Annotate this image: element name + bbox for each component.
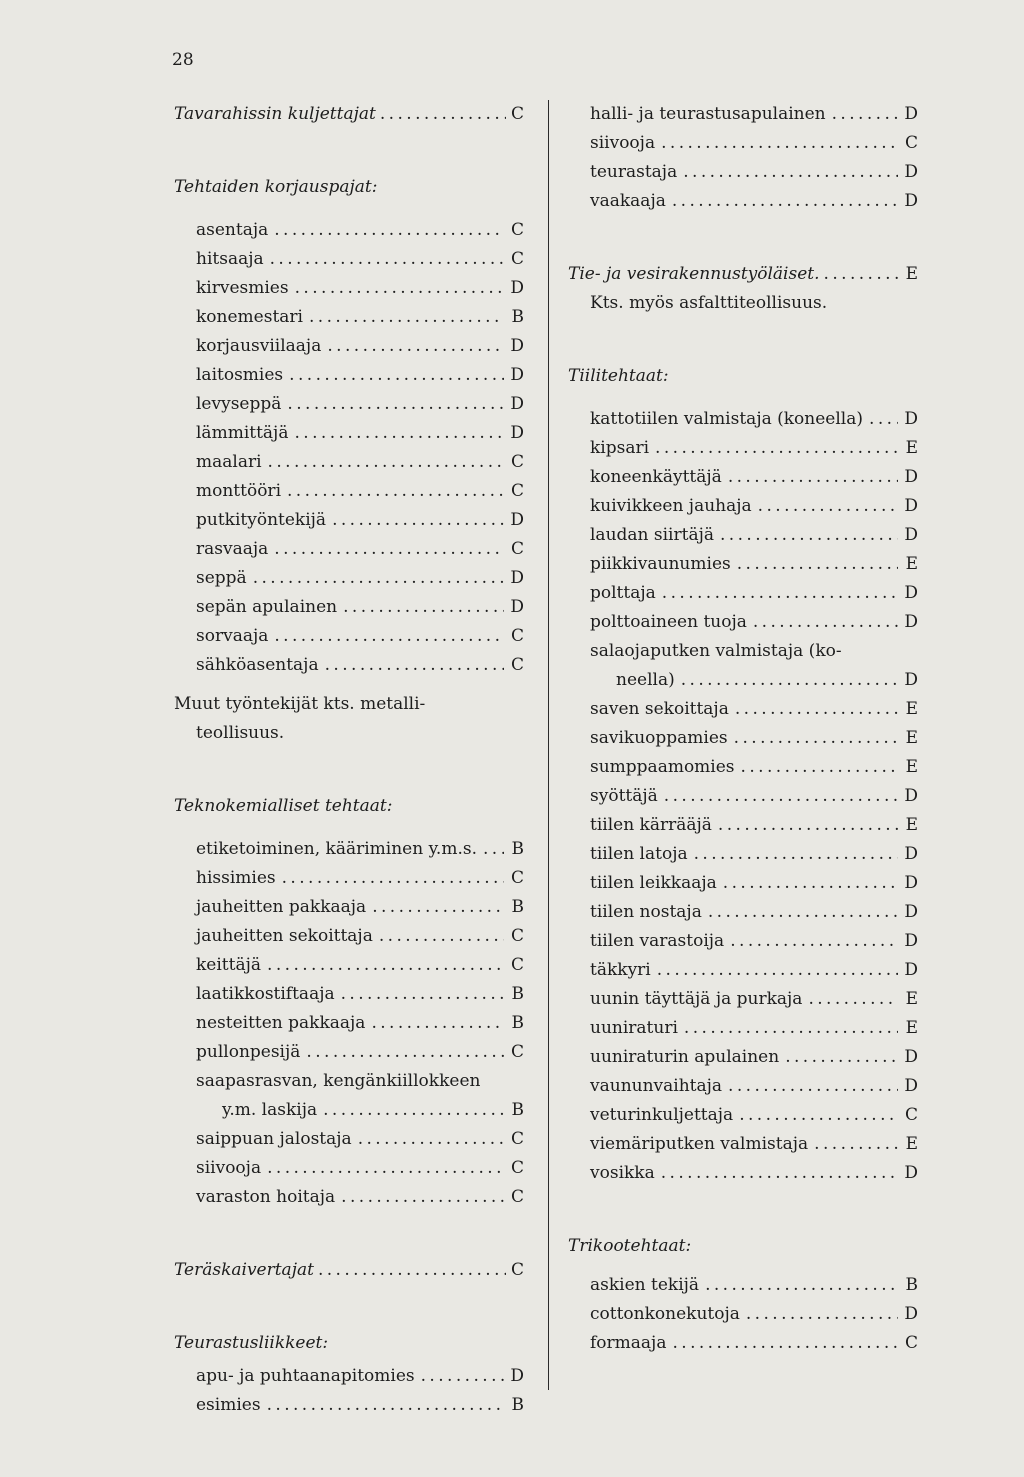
occupation-label: putkityöntekijä — [196, 510, 327, 530]
section-title: Teurastusliikkeet: — [174, 1333, 329, 1353]
dot-leader — [708, 898, 898, 927]
dot-leader — [268, 448, 504, 477]
list-item — [568, 811, 918, 840]
occupation-label: täkkyri — [590, 960, 651, 980]
list-item — [568, 608, 918, 637]
dot-leader — [737, 550, 898, 579]
occupation-label: etiketoiminen, kääriminen y.m.s. — [196, 839, 477, 859]
dot-leader — [332, 506, 504, 535]
dot-leader — [753, 608, 898, 637]
dot-leader — [343, 593, 504, 622]
dot-leader — [341, 1183, 504, 1212]
dot-leader — [270, 245, 504, 274]
list-item — [568, 550, 918, 579]
grade-letter: E — [905, 728, 918, 748]
grade-letter: C — [510, 481, 524, 501]
occupation-label: halli- ja teurastusapulainen — [590, 104, 826, 124]
occupation-list — [174, 216, 524, 680]
dot-leader — [274, 535, 504, 564]
dot-leader — [253, 564, 504, 593]
list-item — [174, 361, 524, 390]
occupation-label: koneenkäyttäjä — [590, 467, 722, 487]
grade-letter: C — [510, 249, 524, 269]
grade-letter: B — [511, 1395, 524, 1415]
occupation-label: kattotiilen valmistaja (koneella) — [590, 409, 864, 429]
occupation-label: uuniraturin apulainen — [590, 1047, 780, 1067]
dot-leader — [683, 158, 898, 187]
page-number: 28 — [172, 50, 194, 70]
list-item — [174, 1362, 524, 1391]
section-heading — [174, 173, 524, 202]
dot-leader — [735, 695, 898, 724]
list-item — [568, 782, 918, 811]
grade-letter: E — [905, 264, 918, 284]
grade-letter: C — [510, 452, 524, 472]
list-item — [174, 864, 524, 893]
grade-letter: D — [904, 1163, 918, 1183]
grade-letter: B — [511, 839, 524, 859]
dot-leader — [672, 1329, 898, 1358]
section-heading — [174, 1329, 524, 1358]
occupation-label: apu- ja puhtaanapitomies — [196, 1366, 415, 1386]
list-item — [568, 1072, 918, 1101]
occupation-label: siivooja — [590, 133, 656, 153]
section-heading — [568, 362, 918, 391]
dot-leader — [718, 811, 898, 840]
list-item — [174, 564, 524, 593]
note-line: Muut työntekijät kts. metalli- — [174, 694, 426, 714]
dot-leader — [657, 956, 898, 985]
list-item — [174, 651, 524, 680]
occupation-list — [174, 1362, 524, 1420]
grade-letter: E — [905, 815, 918, 835]
dot-leader — [287, 477, 504, 506]
occupation-label: y.m. laskija — [222, 1100, 318, 1120]
dot-leader — [824, 260, 900, 289]
grade-letter: D — [904, 1047, 918, 1067]
grade-letter: C — [510, 655, 524, 675]
grade-letter: E — [905, 699, 918, 719]
list-item — [174, 835, 524, 864]
occupation-label: levyseppä — [196, 394, 282, 414]
list-item — [174, 1009, 524, 1038]
list-item — [174, 245, 524, 274]
dot-leader — [739, 1101, 898, 1130]
list-item — [174, 1038, 524, 1067]
occupation-label: sumppaamomies — [590, 757, 735, 777]
occupation-label: saapasrasvan, kengänkiillokkeen — [196, 1071, 481, 1091]
occupation-label: vosikka — [590, 1163, 655, 1183]
note-line: teollisuus. — [196, 723, 285, 743]
grade-letter — [510, 1067, 524, 1096]
list-item — [174, 216, 524, 245]
list-item — [568, 927, 918, 956]
grade-letter: C — [510, 104, 524, 124]
occupation-label: kuivikkeen jauhaja — [590, 496, 752, 516]
list-item — [568, 753, 918, 782]
dot-leader — [741, 753, 898, 782]
dot-leader — [282, 864, 504, 893]
occupation-label: uunin täyttäjä ja purkaja — [590, 989, 803, 1009]
list-item — [174, 951, 524, 980]
section-heading — [174, 100, 524, 129]
grade-letter: D — [904, 1304, 918, 1324]
occupation-label: polttoaineen tuoja — [590, 612, 747, 632]
list-item — [174, 448, 524, 477]
section-heading — [568, 1232, 918, 1261]
dot-leader — [318, 1256, 506, 1285]
list-item — [568, 1014, 918, 1043]
dot-leader — [869, 405, 898, 434]
dot-leader — [379, 922, 504, 951]
grade-letter: D — [904, 612, 918, 632]
grade-letter: C — [904, 1105, 918, 1125]
grade-letter: B — [511, 1100, 524, 1120]
occupation-label: seppä — [196, 568, 247, 588]
grade-letter: E — [905, 989, 918, 1009]
grade-letter: C — [510, 1042, 524, 1062]
grade-letter: D — [904, 931, 918, 951]
occupation-label: viemäriputken valmistaja — [590, 1134, 809, 1154]
dot-leader — [294, 419, 504, 448]
occupation-label: salaojaputken valmistaja (ko- — [590, 641, 842, 661]
list-item — [174, 506, 524, 535]
grade-letter: D — [510, 336, 524, 356]
dot-leader — [341, 980, 504, 1009]
occupation-label: sepän apulainen — [196, 597, 338, 617]
list-item — [568, 666, 918, 695]
dot-leader — [295, 274, 504, 303]
occupation-label: sorvaaja — [196, 626, 269, 646]
list-item — [568, 1300, 918, 1329]
occupation-label: piikkivaunumies — [590, 554, 731, 574]
dot-leader — [372, 893, 504, 922]
list-item — [174, 274, 524, 303]
dot-leader — [694, 840, 898, 869]
occupation-label: tiilen leikkaaja — [590, 873, 717, 893]
list-item — [174, 1067, 524, 1096]
grade-letter: C — [904, 133, 918, 153]
grade-letter: E — [905, 1018, 918, 1038]
occupation-label: konemestari — [196, 307, 303, 327]
occupation-label: syöttäjä — [590, 786, 658, 806]
occupation-label: tiilen latoja — [590, 844, 688, 864]
section-title: Tavarahissin kuljettajat — [174, 104, 376, 124]
grade-letter: E — [905, 757, 918, 777]
list-item — [568, 521, 918, 550]
dot-leader — [672, 187, 898, 216]
grade-letter: C — [510, 1260, 524, 1280]
grade-letter: D — [904, 525, 918, 545]
occupation-list — [568, 100, 918, 216]
grade-letter: D — [904, 670, 918, 690]
occupation-label: korjausviilaaja — [196, 336, 322, 356]
list-item — [174, 390, 524, 419]
grade-letter: D — [904, 409, 918, 429]
list-item — [174, 980, 524, 1009]
left-column — [174, 100, 524, 1420]
dot-leader — [371, 1009, 504, 1038]
occupation-label: rasvaaja — [196, 539, 269, 559]
dot-leader — [661, 129, 898, 158]
occupation-label: siivooja — [196, 1158, 262, 1178]
dot-leader — [274, 216, 504, 245]
occupation-list — [568, 405, 918, 1188]
grade-letter: D — [904, 496, 918, 516]
occupation-label: laitosmies — [196, 365, 284, 385]
dot-leader — [814, 1130, 898, 1159]
section-heading — [174, 792, 524, 821]
grade-letter: D — [904, 873, 918, 893]
list-item — [568, 985, 918, 1014]
occupation-label: nesteitten pakkaaja — [196, 1013, 366, 1033]
dot-leader — [327, 332, 504, 361]
section-title: Tehtaiden korjauspajat: — [174, 177, 378, 197]
list-item — [174, 1391, 524, 1420]
list-item — [568, 840, 918, 869]
list-item — [568, 1329, 918, 1358]
dot-leader — [655, 434, 898, 463]
grade-letter: D — [904, 162, 918, 182]
list-item — [174, 893, 524, 922]
dot-leader — [323, 1096, 504, 1125]
grade-letter: C — [510, 1187, 524, 1207]
occupation-label: lämmittäjä — [196, 423, 289, 443]
column-divider — [548, 100, 549, 1390]
section-title: Teräskaivertajat — [174, 1260, 314, 1280]
section-heading — [568, 260, 918, 289]
occupation-label: tiilen kärrääjä — [590, 815, 712, 835]
occupation-label: laudan siirtäjä — [590, 525, 714, 545]
occupation-label: vaununvaihtaja — [590, 1076, 723, 1096]
grade-letter: D — [510, 394, 524, 414]
list-item — [174, 332, 524, 361]
grade-letter: D — [904, 104, 918, 124]
grade-letter: D — [904, 191, 918, 211]
section-title: Tie- ja vesirakennustyöläiset. — [568, 264, 820, 284]
occupation-label: vaakaaja — [590, 191, 666, 211]
grade-letter: D — [904, 467, 918, 487]
grade-letter: E — [905, 438, 918, 458]
list-item — [568, 1043, 918, 1072]
occupation-label: asentaja — [196, 220, 269, 240]
grade-letter: C — [510, 539, 524, 559]
occupation-label: saippuan jalostaja — [196, 1129, 352, 1149]
grade-letter: B — [511, 897, 524, 917]
dot-leader — [832, 100, 898, 129]
dot-leader — [267, 1391, 504, 1420]
grade-letter: C — [510, 220, 524, 240]
list-item — [568, 434, 918, 463]
list-item — [174, 1096, 524, 1125]
list-item — [174, 1154, 524, 1183]
dot-leader — [267, 1154, 504, 1183]
list-item — [568, 579, 918, 608]
grade-letter: D — [510, 568, 524, 588]
dot-leader — [267, 951, 504, 980]
list-item — [174, 303, 524, 332]
dot-leader — [730, 927, 898, 956]
grade-letter: B — [511, 984, 524, 1004]
grade-letter: C — [510, 955, 524, 975]
grade-letter: D — [510, 1366, 524, 1386]
dot-leader — [287, 390, 504, 419]
occupation-label: hitsaaja — [196, 249, 264, 269]
dot-leader — [306, 1038, 504, 1067]
grade-letter: D — [510, 278, 524, 298]
section-title: Trikootehtaat: — [568, 1236, 692, 1256]
list-item — [174, 593, 524, 622]
grade-letter: E — [905, 554, 918, 574]
list-item — [568, 1159, 918, 1188]
list-item — [568, 695, 918, 724]
list-item — [568, 405, 918, 434]
occupation-label: jauheitten sekoittaja — [196, 926, 373, 946]
occupation-label: pullonpesijä — [196, 1042, 301, 1062]
occupation-label: kipsari — [590, 438, 650, 458]
occupation-label: kirvesmies — [196, 278, 289, 298]
cross-reference-note — [174, 690, 524, 748]
list-item — [174, 1125, 524, 1154]
dot-leader — [309, 303, 504, 332]
occupation-label: jauheitten pakkaaja — [196, 897, 367, 917]
list-item — [568, 724, 918, 753]
dot-leader — [486, 1067, 504, 1096]
occupation-label: teurastaja — [590, 162, 678, 182]
grade-letter: D — [510, 510, 524, 530]
occupation-label: uuniraturi — [590, 1018, 678, 1038]
dot-leader — [728, 1072, 898, 1101]
grade-letter: D — [904, 1076, 918, 1096]
occupation-label: neella) — [616, 670, 675, 690]
list-item — [174, 622, 524, 651]
dot-leader — [274, 622, 504, 651]
dot-leader — [848, 637, 898, 666]
occupation-label: maalari — [196, 452, 262, 472]
list-item — [568, 463, 918, 492]
occupation-label: savikuoppamies — [590, 728, 728, 748]
grade-letter: D — [510, 423, 524, 443]
dot-leader — [380, 100, 506, 129]
list-item — [568, 637, 918, 666]
list-item — [568, 1130, 918, 1159]
grade-letter: B — [511, 307, 524, 327]
grade-letter: D — [904, 960, 918, 980]
list-item — [174, 419, 524, 448]
grade-letter: E — [905, 1134, 918, 1154]
dot-leader — [358, 1125, 504, 1154]
occupation-label: tiilen varastoija — [590, 931, 725, 951]
section-heading — [174, 1256, 524, 1285]
dot-leader — [483, 835, 504, 864]
dot-leader — [808, 985, 898, 1014]
list-item — [174, 922, 524, 951]
list-item — [174, 1183, 524, 1212]
dot-leader — [289, 361, 504, 390]
occupation-label: esimies — [196, 1395, 261, 1415]
grade-letter: C — [510, 626, 524, 646]
grade-letter: D — [904, 583, 918, 603]
occupation-label: formaaja — [590, 1333, 667, 1353]
dot-leader — [728, 463, 898, 492]
occupation-label: polttaja — [590, 583, 656, 603]
dot-leader — [661, 1159, 898, 1188]
grade-letter: D — [904, 902, 918, 922]
occupation-label: hissimies — [196, 868, 276, 888]
occupation-label: cottonkonekutoja — [590, 1304, 740, 1324]
occupation-label: monttööri — [196, 481, 281, 501]
list-item — [174, 535, 524, 564]
dot-leader — [785, 1043, 898, 1072]
list-item — [174, 477, 524, 506]
right-column — [568, 100, 918, 1358]
list-item — [568, 187, 918, 216]
section-title: Teknokemialliset tehtaat: — [174, 796, 393, 816]
dot-leader — [681, 666, 898, 695]
grade-letter: B — [511, 1013, 524, 1033]
grade-letter: D — [904, 844, 918, 864]
list-item — [568, 956, 918, 985]
list-item — [568, 492, 918, 521]
grade-letter: C — [510, 926, 524, 946]
grade-letter: C — [904, 1333, 918, 1353]
list-item — [568, 898, 918, 927]
occupation-label: tiilen nostaja — [590, 902, 702, 922]
cross-reference-note: Kts. myös asfalttiteollisuus. — [590, 293, 828, 313]
grade-letter: C — [510, 1158, 524, 1178]
dot-leader — [723, 869, 898, 898]
occupation-label: veturinkuljettaja — [590, 1105, 734, 1125]
grade-letter: C — [510, 868, 524, 888]
list-item — [568, 869, 918, 898]
grade-letter: B — [905, 1275, 918, 1295]
dot-leader — [758, 492, 898, 521]
occupation-label: sähköasentaja — [196, 655, 319, 675]
dot-leader — [734, 724, 898, 753]
grade-letter: C — [510, 1129, 524, 1149]
grade-letter: D — [904, 786, 918, 806]
occupation-list — [568, 1271, 918, 1358]
list-item — [568, 100, 918, 129]
list-item — [568, 129, 918, 158]
occupation-label: laatikkostiftaaja — [196, 984, 335, 1004]
list-item — [568, 158, 918, 187]
grade-letter: D — [510, 365, 524, 385]
dot-leader — [705, 1271, 898, 1300]
grade-letter — [904, 637, 918, 666]
occupation-label: keittäjä — [196, 955, 262, 975]
dot-leader — [421, 1362, 504, 1391]
occupation-list — [174, 835, 524, 1212]
dot-leader — [684, 1014, 898, 1043]
occupation-label: varaston hoitaja — [196, 1187, 336, 1207]
dot-leader — [746, 1300, 898, 1329]
dot-leader — [325, 651, 504, 680]
list-item — [568, 1101, 918, 1130]
occupation-label: saven sekoittaja — [590, 699, 729, 719]
grade-letter: D — [510, 597, 524, 617]
occupation-label: askien tekijä — [590, 1275, 700, 1295]
dot-leader — [662, 579, 898, 608]
dot-leader — [664, 782, 898, 811]
dot-leader — [720, 521, 898, 550]
section-title: Tiilitehtaat: — [568, 366, 669, 386]
list-item — [568, 1271, 918, 1300]
